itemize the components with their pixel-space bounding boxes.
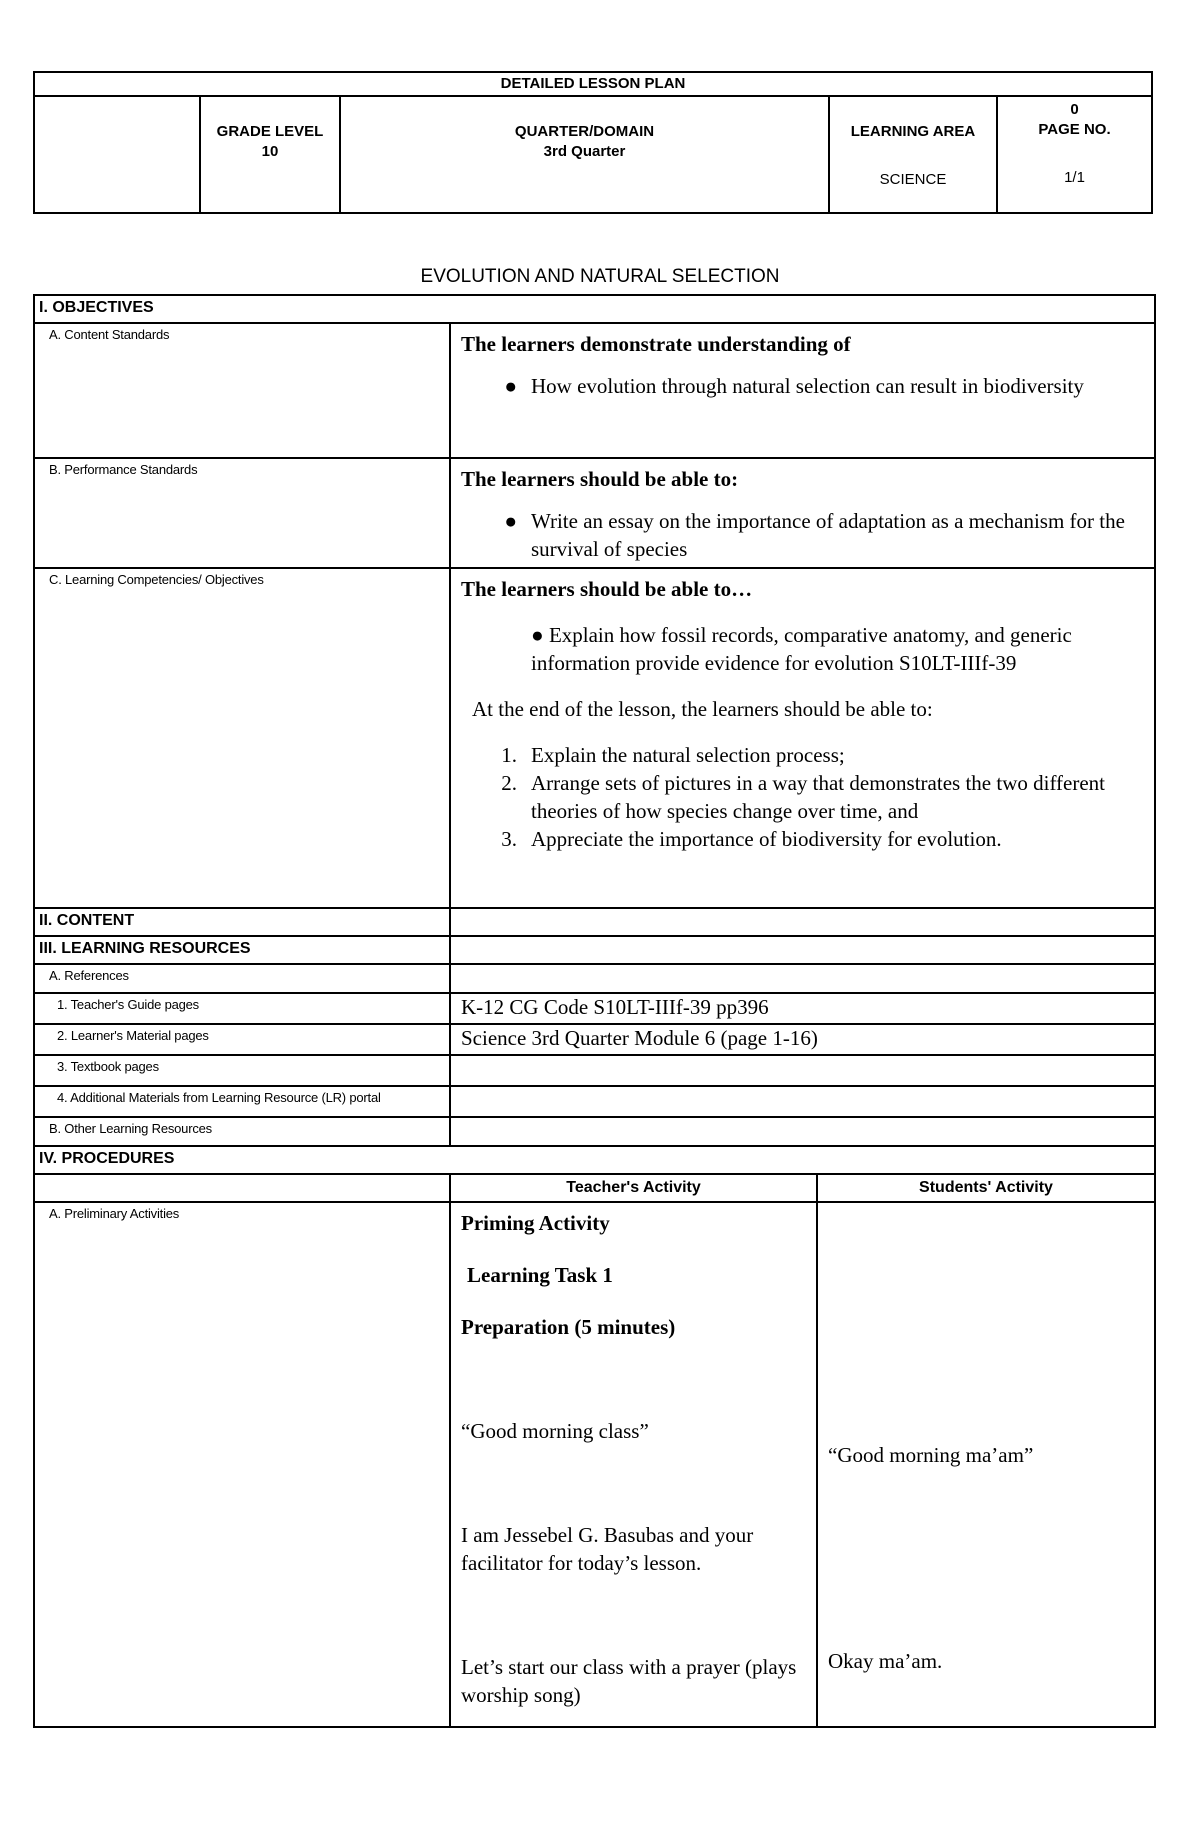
competencies-bullet-text: Explain how fossil records, comparative anatomy, and generic information provide evidence for evolution S10LT-IIIf-39	[531, 623, 1072, 675]
quarter-cell	[340, 96, 829, 213]
bullet-icon: ●	[504, 509, 517, 533]
page-value: 1/1	[1064, 169, 1085, 186]
learning-area-value: SCIENCE	[879, 171, 947, 188]
grade-level-label: GRADE LEVEL	[216, 123, 324, 140]
teacher-greeting: “Good morning class”	[461, 1419, 649, 1443]
content-section-header: II. CONTENT	[34, 908, 450, 936]
preliminary-activities-label: A. Preliminary Activities	[34, 1202, 450, 1727]
grade-level-cell	[200, 96, 340, 213]
learning-area-cell	[829, 96, 997, 213]
competencies-cell	[450, 568, 1155, 908]
bullet-icon: ●	[504, 374, 517, 398]
learners-material-value: Science 3rd Quarter Module 6 (page 1-16)	[450, 1024, 1155, 1055]
preparation-heading: Preparation (5 minutes)	[461, 1315, 676, 1339]
content-section-value	[450, 908, 1155, 936]
page-label: PAGE NO.	[1038, 121, 1111, 138]
quarter-value: 3rd Quarter	[543, 143, 626, 160]
performance-standards-heading: The learners should be able to:	[461, 467, 739, 491]
performance-standards-cell	[450, 458, 1155, 568]
header-blank-cell	[34, 96, 200, 213]
lesson-plan-table	[33, 294, 1156, 1728]
teachers-guide-label: 1. Teacher's Guide pages	[34, 993, 450, 1024]
bullet-icon: ●	[531, 623, 549, 647]
performance-standards-label: B. Performance Standards	[34, 458, 450, 568]
additional-materials-label: 4. Additional Materials from Learning Resource (LR) portal	[34, 1086, 450, 1117]
content-standards-heading: The learners demonstrate understanding of	[461, 332, 851, 356]
list-item: 1. Explain the natural selection process;	[501, 743, 845, 767]
students-activity-cell	[817, 1202, 1155, 1727]
objectives-list	[461, 741, 1146, 853]
objectives-section-header: I. OBJECTIVES	[34, 295, 1155, 323]
list-item: 3. Appreciate the importance of biodiversity for evolution.	[501, 827, 1002, 851]
header-title: DETAILED LESSON PLAN	[34, 72, 1152, 96]
students-greeting: “Good morning ma’am”	[828, 1443, 1034, 1467]
content-standards-text: How evolution through natural selection can result in biodiversity	[531, 374, 1084, 398]
page-top-value: 0	[1070, 101, 1079, 118]
teachers-guide-value: K-12 CG Code S10LT-IIIf-39 pp396	[450, 993, 1155, 1024]
competencies-intro: At the end of the lesson, the learners should be able to:	[472, 697, 933, 721]
procedures-section-header: IV. PROCEDURES	[34, 1146, 1155, 1174]
grade-level-value: 10	[261, 143, 279, 160]
priming-activity-heading: Priming Activity	[461, 1211, 610, 1235]
students-okay: Okay ma’am.	[828, 1649, 943, 1673]
teacher-activity-cell	[450, 1202, 817, 1727]
teacher-activity-header: Teacher's Activity	[450, 1174, 817, 1202]
students-activity-header: Students' Activity	[817, 1174, 1155, 1202]
content-standards-label: A. Content Standards	[34, 323, 450, 458]
teacher-introduction: I am Jessebel G. Basubas and your facilitator for today’s lesson.	[461, 1523, 754, 1575]
page-cell	[997, 96, 1152, 213]
competencies-label: C. Learning Competencies/ Objectives	[34, 568, 450, 908]
document-title: EVOLUTION AND NATURAL SELECTION	[420, 266, 780, 287]
list-item: 2. Arrange sets of pictures in a way that demonstrates the two different theories of how species change over time, and	[501, 771, 1106, 823]
content-standards-cell	[450, 323, 1155, 458]
performance-standards-text: Write an essay on the importance of adaptation as a mechanism for the survival of species	[531, 509, 1125, 561]
quarter-label: QUARTER/DOMAIN	[514, 123, 655, 140]
learners-material-label: 2. Learner's Material pages	[34, 1024, 450, 1055]
learning-task-heading: Learning Task 1	[467, 1263, 613, 1287]
list-item	[461, 621, 1146, 677]
textbook-label: 3. Textbook pages	[34, 1055, 450, 1086]
other-resources-label: B. Other Learning Resources	[34, 1117, 450, 1146]
resources-section-header: III. LEARNING RESOURCES	[34, 936, 450, 964]
teacher-prayer: Let’s start our class with a prayer (plays worship song)	[461, 1655, 797, 1707]
header-table	[33, 71, 1153, 214]
competencies-heading: The learners should be able to…	[461, 577, 753, 601]
learning-area-label: LEARNING AREA	[850, 123, 976, 140]
list-item	[461, 372, 1146, 400]
references-label: A. References	[34, 964, 450, 993]
list-item	[461, 507, 1146, 563]
